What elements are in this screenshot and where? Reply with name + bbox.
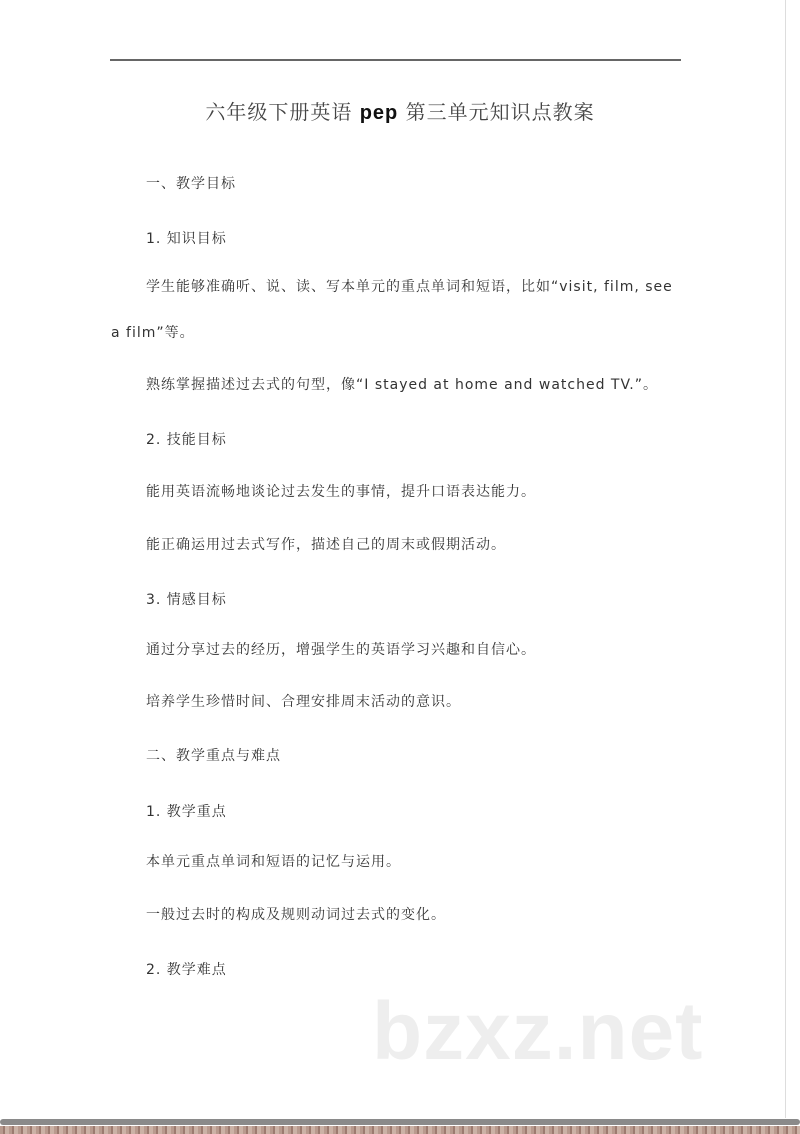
title-prefix: 六年级下册英语	[205, 100, 353, 124]
subsection-heading: 1. 教学重点	[146, 804, 227, 820]
paragraph: 培养学生珍惜时间、合理安排周末活动的意识。	[146, 694, 461, 710]
title-suffix: 第三单元知识点教案	[405, 100, 595, 124]
section-heading: 二、教学重点与难点	[146, 748, 281, 764]
document-title	[0, 96, 800, 125]
paragraph: 能正确运用过去式写作，描述自己的周末或假期活动。	[146, 537, 506, 553]
paragraph: 学生能够准确听、说、读、写本单元的重点单词和短语，比如“visit, film, see a film”等。	[111, 279, 673, 341]
title-bold: pep	[359, 102, 399, 124]
watermark: bzxz.net	[372, 986, 704, 1077]
paragraph: 熟练掌握描述过去式的句型，像“I stayed at home and watched TV.”。	[146, 377, 658, 393]
paragraph: 能用英语流畅地谈论过去发生的事情，提升口语表达能力。	[146, 484, 536, 500]
paragraph: 通过分享过去的经历，增强学生的英语学习兴趣和自信心。	[146, 642, 536, 658]
background-strip	[0, 1126, 800, 1134]
paragraph: 一般过去时的构成及规则动词过去式的变化。	[146, 907, 446, 923]
subsection-heading: 3. 情感目标	[146, 592, 227, 608]
horizontal-scrollbar[interactable]	[0, 1119, 800, 1125]
section-heading: 一、教学目标	[146, 176, 236, 192]
subsection-heading: 1. 知识目标	[146, 231, 227, 247]
paragraph: 本单元重点单词和短语的记忆与运用。	[146, 854, 401, 870]
header-rule	[110, 59, 681, 61]
subsection-heading: 2. 技能目标	[146, 432, 227, 448]
subsection-heading: 2. 教学难点	[146, 962, 227, 978]
